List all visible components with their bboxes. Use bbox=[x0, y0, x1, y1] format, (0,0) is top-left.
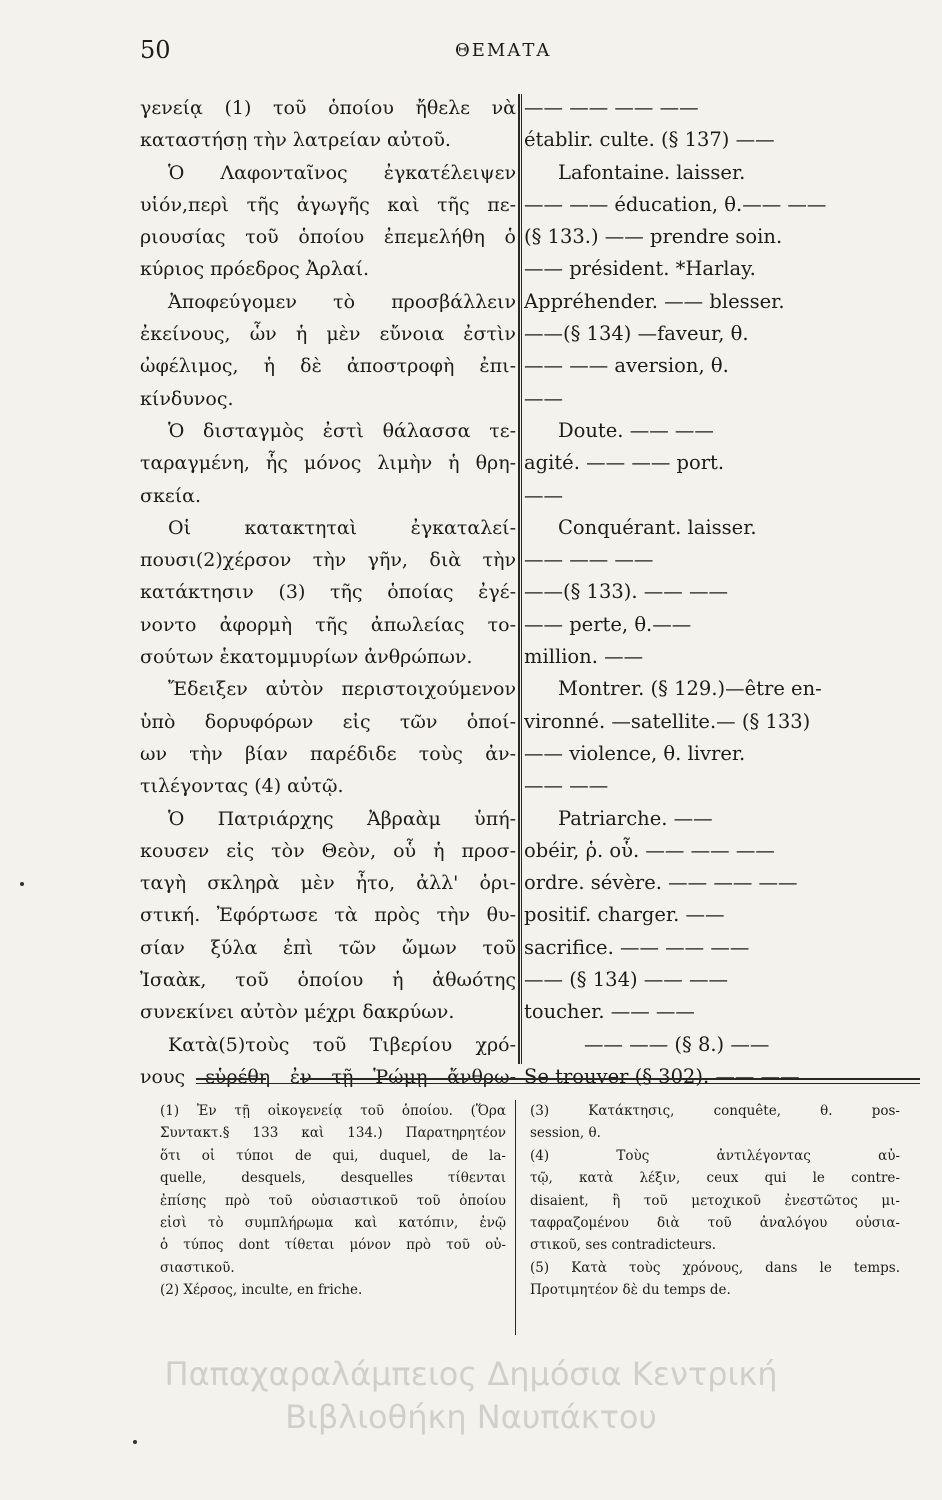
text-line: ταγὴ σκληρὰ μὲν ἦτο, ἀλλ' ὁρι- bbox=[140, 872, 516, 895]
text-line: Ἰσαὰκ, τοῦ ὁποίου ἡ ἀθωότης bbox=[140, 969, 516, 992]
vocabulary-line: toucher. —— —— bbox=[524, 1000, 695, 1024]
text-line: γενείᾳ (1) τοῦ ὁποίου ἤθελε νὰ bbox=[140, 97, 516, 119]
vocabulary-line: —— —— éducation, θ.—— —— bbox=[524, 192, 827, 216]
footnote-line: Συντακτ.§ 133 καὶ 134.) Παρατηρητέον bbox=[160, 1125, 506, 1142]
text-line: καταστήσῃ τὴν λατρείαν αὐτοῦ. bbox=[140, 129, 451, 152]
vocabulary-line: —— bbox=[524, 386, 563, 410]
footnote-line: (3) Κατάκτησις, conquête, θ. pos- bbox=[530, 1103, 900, 1119]
vocabulary-line: établir. culte. (§ 137) —— bbox=[524, 128, 775, 152]
vocabulary-line: —— violence, θ. livrer. bbox=[524, 741, 746, 765]
text-line: Κατὰ(5)τοὺς τοῦ Τιβερίου χρό- bbox=[168, 1033, 516, 1056]
text-line: τιλέγοντας (4) αὐτῷ. bbox=[140, 775, 344, 798]
footnote-rule-thin bbox=[196, 1083, 920, 1084]
running-head: ΘΕΜΑΤΑ bbox=[455, 40, 552, 61]
footnote-line: ἐπίσης πρὸ τοῦ οὐσιαστικοῦ τοῦ ὁποίου bbox=[160, 1192, 506, 1209]
footnote-line: disaient, ἢ τοῦ μετοχικοῦ ἐνεστῶτος μι- bbox=[530, 1192, 900, 1209]
library-watermark-line-2: Βιβλιοθήκη Ναυπάκτου bbox=[285, 1398, 657, 1436]
text-line: Ἀποφεύγομεν τὸ προσβάλλειν bbox=[168, 290, 516, 313]
vocabulary-line: positif. charger. —— bbox=[524, 903, 725, 927]
vocabulary-line: Patriarche. —— bbox=[558, 806, 713, 830]
footnote-line: (4) Τοὺς ἀντιλέγοντας αὐ- bbox=[530, 1147, 900, 1164]
footnote-line: τῷ, κατὰ λέξιν, ceux qui le contre- bbox=[530, 1170, 900, 1187]
footnote-line: session, θ. bbox=[530, 1125, 601, 1142]
footnote-line: quelle, desquels, desquelles τίθενται bbox=[160, 1170, 506, 1187]
text-line: πουσι(2)χέρσον τὴν γῆν, διὰ τὴν bbox=[140, 549, 516, 572]
text-line: υἱόν,περὶ τῆς ἀγωγῆς καὶ τῆς πε- bbox=[140, 193, 516, 216]
vocabulary-line: Conquérant. laisser. bbox=[558, 515, 757, 539]
vocabulary-line: ——(§ 133). —— —— bbox=[524, 580, 728, 604]
footnote-line: (1) Ἐν τῇ οἰκογενείᾳ τοῦ ὁποίου. (Ὅρα bbox=[160, 1103, 506, 1119]
footnote-line: ὅτι οἱ τύποι de qui, duquel, de la- bbox=[160, 1147, 506, 1164]
text-line: κατάκτησιν (3) τῆς ὁποίας ἐγέ- bbox=[140, 581, 516, 604]
footnote-line: σιαστικοῦ. bbox=[160, 1259, 235, 1276]
text-line: Ὁ δισταγμὸς ἐστὶ θάλασσα τε- bbox=[168, 419, 516, 442]
vocabulary-line: —— —— (§ 8.) —— bbox=[584, 1032, 770, 1056]
text-line: κύριος πρόεδρος Ἀρλαί. bbox=[140, 258, 370, 281]
footnote-line: (5) Κατὰ τοὺς χρόνους, dans le temps. bbox=[530, 1259, 900, 1276]
page-number: 50 bbox=[140, 36, 171, 64]
text-line: συνεκίνει αὐτὸν μέχρι δακρύων. bbox=[140, 1001, 455, 1024]
vocabulary-line: —— —— —— bbox=[524, 548, 654, 572]
text-line: νοντο ἀφορμὴ τῆς ἀπωλείας το- bbox=[140, 613, 516, 636]
text-line: ων τὴν βίαν παρέδιδε τοὺς ἀν- bbox=[140, 742, 516, 765]
vocabulary-line: ordre. sévère. —— —— —— bbox=[524, 871, 798, 895]
text-line: κίνδυνος. bbox=[140, 387, 234, 410]
vocabulary-line: —— (§ 134) —— —— bbox=[524, 968, 728, 992]
text-line: ὑπὸ δορυφόρων εἰς τῶν ὁποί- bbox=[140, 710, 516, 733]
vocabulary-line: obéir, ῥ. οὗ. —— —— —— bbox=[524, 838, 775, 862]
margin-speck bbox=[133, 1440, 137, 1444]
vocabulary-line: —— —— bbox=[524, 774, 609, 798]
column-divider bbox=[518, 94, 520, 1064]
vocabulary-line: —— bbox=[524, 483, 563, 507]
vocabulary-line: agité. —— —— port. bbox=[524, 451, 725, 475]
text-line: κουσεν εἰς τὸν Θεὸν, οὗ ἡ προσ- bbox=[140, 839, 516, 862]
footnote-rule-long bbox=[300, 1078, 920, 1080]
vocabulary-line: million. —— bbox=[524, 645, 644, 669]
text-line: Ὁ Πατριάρχης Ἀβραὰμ ὑπή- bbox=[168, 807, 516, 830]
text-line: Ἔδειξεν αὐτὸν περιστοιχούμενον bbox=[168, 678, 516, 701]
vocabulary-line: Se trouver (§ 302). —— —— bbox=[524, 1064, 800, 1088]
vocabulary-line: vironné. —satellite.— (§ 133) bbox=[524, 709, 811, 733]
footnote-line: Προτιμητέον δὲ du temps de. bbox=[530, 1282, 731, 1299]
text-line: ριουσίας τοῦ ὁποίου ἐπεμελήθη ὁ bbox=[140, 226, 516, 249]
greek-text-column bbox=[140, 92, 516, 1093]
footnote-line: στικοῦ, ses contradicteurs. bbox=[530, 1237, 717, 1254]
vocabulary-line: Doute. —— —— bbox=[558, 418, 714, 442]
footnote-rule-short bbox=[196, 1078, 266, 1080]
footnote-line: ταφραζομένου διὰ τοῦ ἀναλόγου οὐσια- bbox=[530, 1214, 900, 1231]
vocabulary-line: (§ 133.) —— prendre soin. bbox=[524, 225, 783, 249]
vocabulary-line: —— —— —— —— bbox=[524, 96, 699, 119]
footnote-line: ὁ τύπος dont τίθεται μόνον πρὸ τοῦ οὐ- bbox=[160, 1237, 506, 1254]
vocabulary-line: sacrifice. —— —— —— bbox=[524, 935, 750, 959]
text-line: Ὁ Λαφονταῖνος ἐγκατέλειψεν bbox=[168, 161, 516, 184]
footnote-divider bbox=[515, 1100, 516, 1335]
vocabulary-line: —— président. *Harlay. bbox=[524, 257, 756, 281]
text-line: ἐκείνους, ὧν ἡ μὲν εὔνοια ἐστὶν bbox=[140, 323, 516, 346]
vocabulary-line: Appréhender. —— blesser. bbox=[524, 289, 785, 313]
text-line: Οἱ κατακτηταὶ ἐγκαταλεί- bbox=[168, 516, 516, 539]
text-line: νους εὑρέθη ἐν τῇ Ῥώμῃ ἄνθρω- bbox=[140, 1065, 516, 1088]
french-vocabulary-column bbox=[524, 92, 902, 1093]
margin-speck bbox=[20, 882, 24, 886]
library-watermark-line-1: Παπαχαραλάμπειος Δημόσια Κεντρική bbox=[164, 1355, 778, 1393]
text-line: σκεία. bbox=[140, 484, 202, 507]
column-divider-thin bbox=[521, 94, 522, 1064]
text-line: ταραγμένη, ἧς μόνος λιμὴν ἡ θρη- bbox=[140, 452, 516, 475]
text-line: στική. Ἐφόρτωσε τὰ πρὸς τὴν θυ- bbox=[140, 904, 516, 927]
footnote-line: εἰσὶ τὸ συμπλήρωμα καὶ κατόπιν, ἐνῷ bbox=[160, 1214, 506, 1231]
vocabulary-line: ——(§ 134) —faveur, θ. bbox=[524, 322, 749, 346]
text-line: σούτων ἑκατομμυρίων ἀνθρώπων. bbox=[140, 646, 473, 669]
footnotes-left bbox=[160, 1100, 506, 1302]
vocabulary-line: —— —— aversion, θ. bbox=[524, 354, 729, 378]
footnotes-right bbox=[530, 1100, 900, 1302]
text-line: σίαν ξύλα ἐπὶ τῶν ὤμων τοῦ bbox=[140, 936, 516, 959]
vocabulary-line: Montrer. (§ 129.)—être en- bbox=[558, 677, 822, 701]
text-line: ὠφέλιμος, ἡ δὲ ἀποστροφὴ ἐπι- bbox=[140, 355, 516, 378]
vocabulary-line: Lafontaine. laisser. bbox=[558, 160, 746, 184]
footnote-line: (2) Χέρσος, inculte, en friche. bbox=[160, 1282, 363, 1299]
vocabulary-line: —— perte, θ.—— bbox=[524, 612, 692, 636]
